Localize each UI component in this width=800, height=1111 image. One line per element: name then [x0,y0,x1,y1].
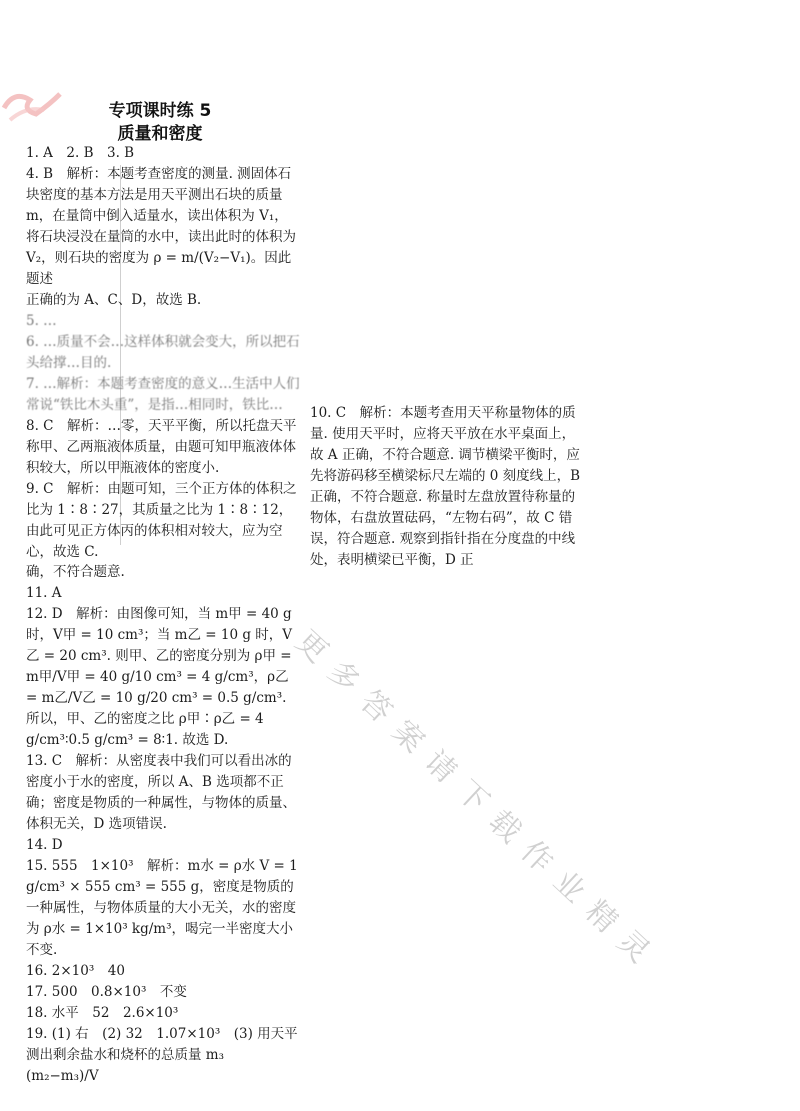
answer-column-right [310,403,582,571]
answer-18: 18. 水平 52 2.6×10³ [26,1005,179,1021]
answer-8: 8. C 解析：…零，天平平衡，所以托盘天平称甲、乙两瓶液体质量，由题可知甲瓶液体体积较大，所以甲瓶液体的密度小. [26,418,297,476]
answer-12: 12. D 解析：由图像可知，当 m甲 = 40 g 时，V甲 = 10 cm³；当 m乙 = 10 g 时，V乙 = 20 cm³. 则甲、乙的密度分别为 ρ甲 = m甲/V甲 = 40 g/10 cm³ = 4 g/cm³，ρ乙 = m乙/V乙 = 10 g/20 cm³ = 0.5 g/cm³. [26,606,293,706]
page-title: 专项课时练 5 [108,101,212,121]
answer-1-3: 1. A 2. B 3. B [26,145,135,161]
answer-5: 5. … [26,313,57,329]
answer-11: 11. A [26,585,62,601]
answer-6: 6. …质量不会…这样体积就会变大，所以把石头给撑…目的. [26,334,300,371]
answer-10: 10. C 解析：本题考查用天平称量物体的质量. 使用天平时，应将天平放在水平桌面上，故 A 正确，不符合题意. 调节横梁平衡时，应先将游码移至横梁标尺左端的 0 刻度线上，B 正确，不符合题意. 称量时左盘放置待称量的物体，右盘放置砝码，“左物右码”，故 C 错误，符合题意. 观察到指针指在分度盘的中线处，表明横梁已平衡，D 正 [310,405,581,568]
answer-19: 19. (1) 右 (2) 32 1.07×10³ (3) 用天平测出剩余盐水和烧杯的总质量 m₃ (m₂−m₃)/V [26,1026,298,1084]
answer-column-lower [26,562,301,1087]
answer-10-cont: 确，不符合题意. [26,564,125,580]
watermark-text: 更多答案请下载作业精灵 [288,623,667,980]
answer-column-left [26,143,301,563]
answer-12-cont: 所以，甲、乙的密度之比 ρ甲∶ρ乙 = 4 g/cm³∶0.5 g/cm³ = 8∶1. 故选 D. [26,711,264,748]
answer-4: 4. B 解析：本题考查密度的测量. 测固体石块密度的基本方法是用天平测出石块的质量 m，在量筒中倒入适量水，读出体积为 V₁，将石块浸没在量筒的水中，读出此时的体积为 V₂，则石块的密度为 ρ = m/(V₂−V₁)。因此题述 [26,166,296,287]
answer-14: 14. D [26,837,63,853]
answer-16: 16. 2×10³ 40 [26,963,125,979]
page-subtitle: 质量和密度 [117,124,203,144]
answer-4-cont: 正确的为 A、C、D，故选 B. [26,292,202,308]
answer-7: 7. …解析：本题考查密度的意义…生活中人们常说“铁比木头重”，是指…相同时，铁比… [26,376,300,413]
answer-13: 13. C 解析：从密度表中我们可以看出冰的密度小于水的密度，所以 A、B 选项都不正确；密度是物质的一种属性，与物体的质量、体积无关，D 选项错误. [26,753,296,832]
answer-9: 9. C 解析：由题可知，三个正方体的体积之比为 1∶8∶27，其质量之比为 1∶8∶12，由此可见正方体丙的体积相对较大，应为空心，故选 C. [26,481,297,560]
answer-17: 17. 500 0.8×10³ 不变 [26,984,187,1000]
answer-15: 15. 555 1×10³ 解析：m水 = ρ水 V = 1 g/cm³ × 555 cm³ = 555 g，密度是物质的一种属性，与物体质量的大小无关，水的密度为 ρ水 = 1×10³ kg/m³，喝完一半密度大小不变. [26,858,298,958]
